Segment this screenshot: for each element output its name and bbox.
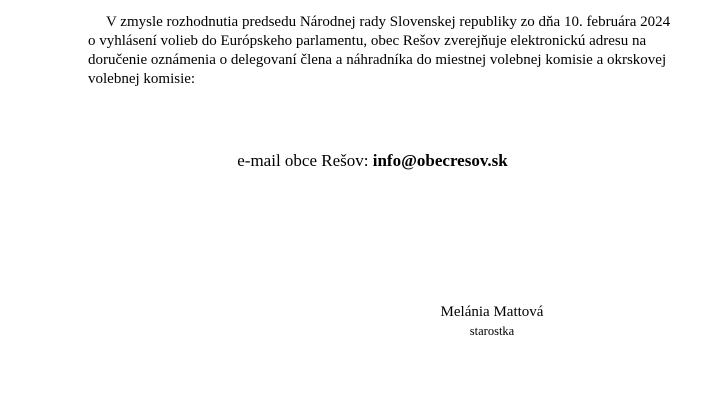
- signature-block: [412, 303, 572, 339]
- paragraph-line: volebnej komisie:: [88, 71, 196, 87]
- email-line: [0, 150, 720, 172]
- email-address-link[interactable]: info@obecresov.sk: [372, 151, 508, 170]
- paragraph-line: V zmysle rozhodnutia predsedu Národnej rady Slovenskej republiky zo dňa 10. februára 2024: [106, 14, 671, 30]
- paragraph-line: doručenie oznámenia o delegovaní člena a náhradníka do miestnej volebnej komisie a okrskovej: [88, 52, 667, 68]
- announcement-paragraph: [88, 13, 671, 89]
- signatory-role: starostka: [469, 324, 515, 338]
- signatory-name: Melánia Mattová: [440, 304, 544, 320]
- email-label: e-mail obce Rešov:: [237, 151, 373, 170]
- paragraph-line: o vyhlásení volieb do Európskeho parlamentu, obec Rešov zverejňuje elektronickú adresu na: [88, 33, 647, 49]
